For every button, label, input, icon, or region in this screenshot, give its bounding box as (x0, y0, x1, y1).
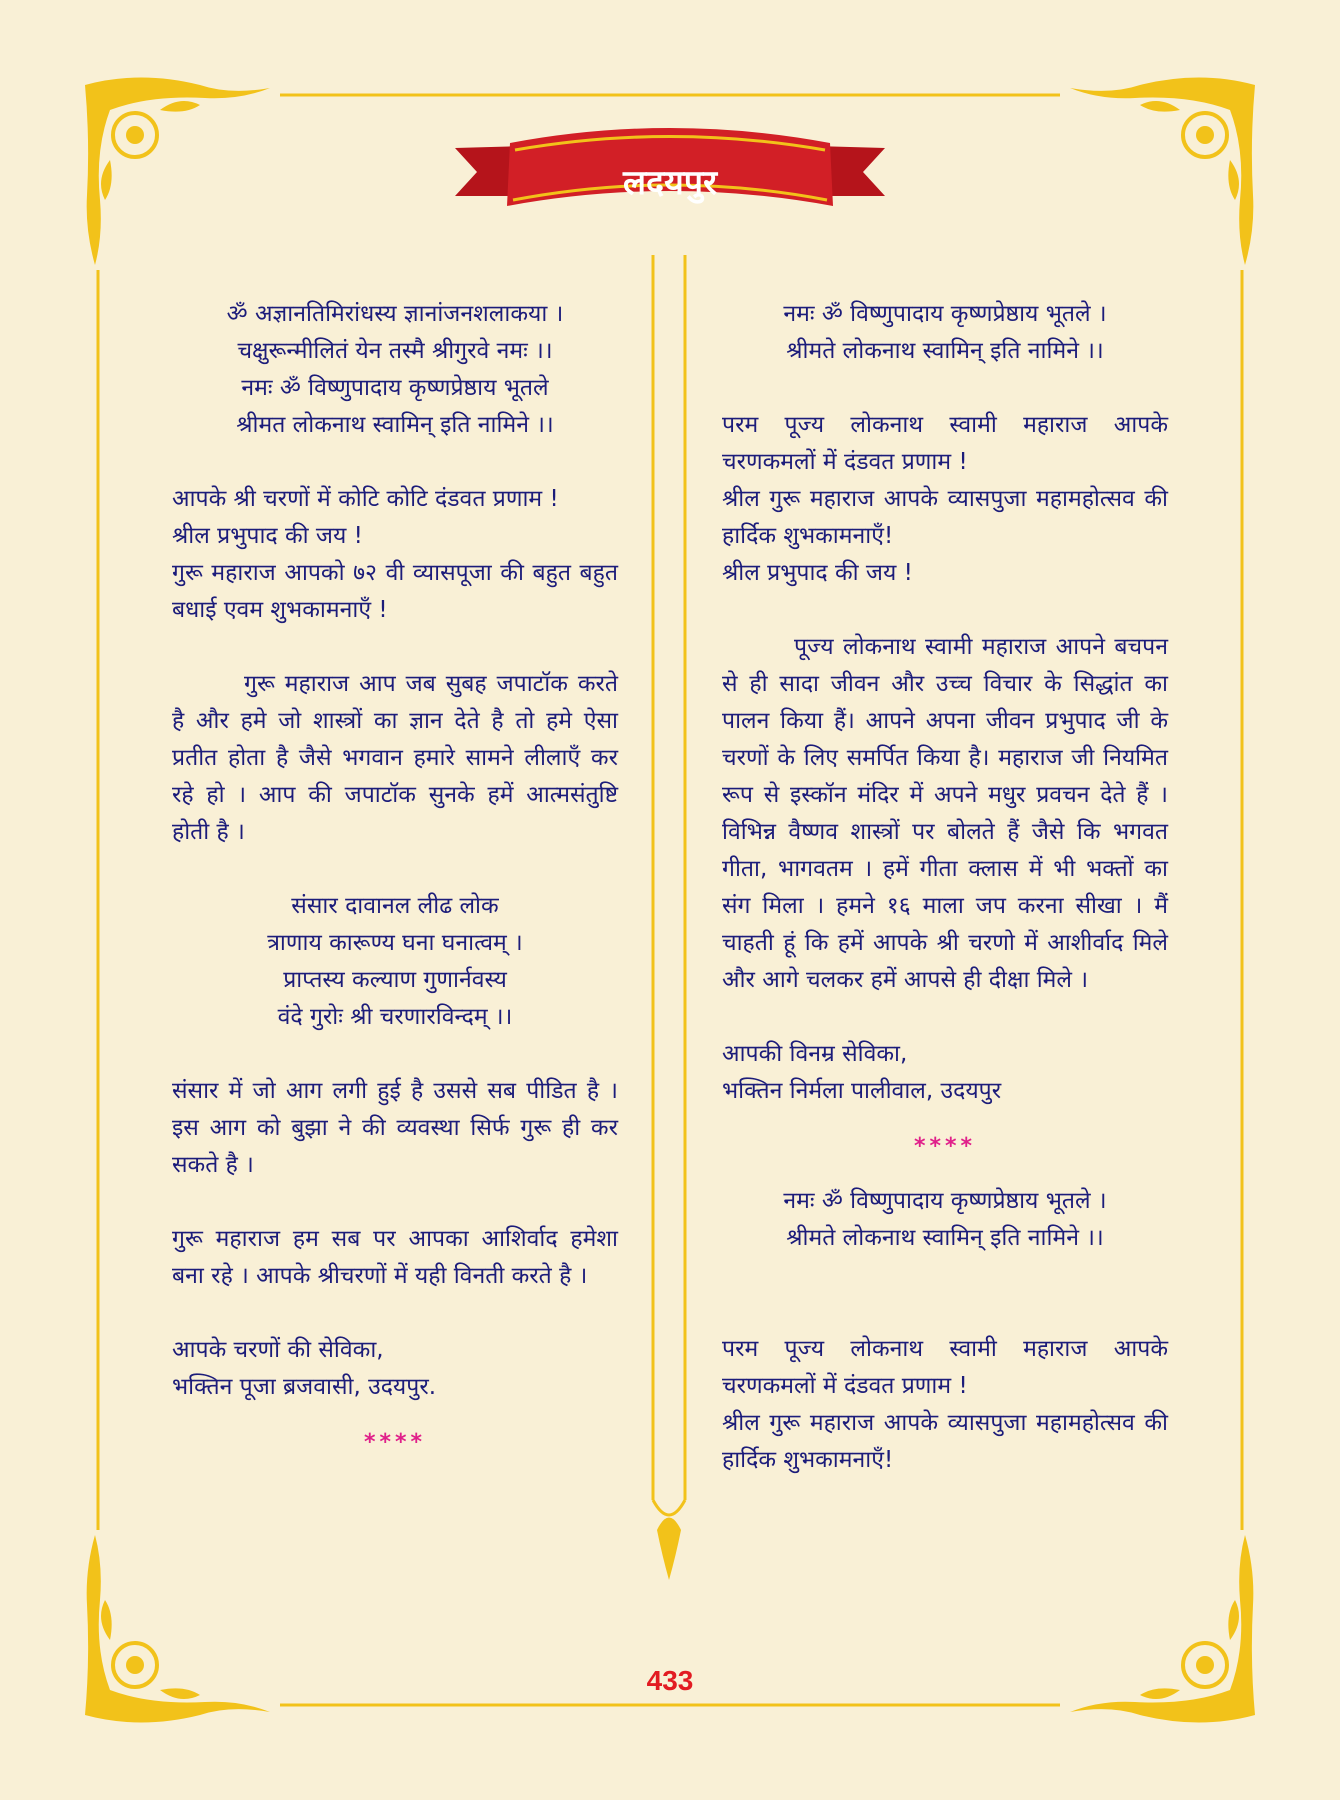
paragraph: गुरू महाराज हम सब पर आपका आशिर्वाद हमेशा बना रहे । आपके श्रीचरणों में यही विनती करते है । (172, 1226, 618, 1289)
column-divider (653, 255, 685, 1515)
mantra-line: चक्षुरून्मीलितं येन तस्मै श्रीगुरवे नमः ।। (237, 338, 553, 364)
mantra-line: श्रीमत लोकनाथ स्वामिन् इति नामिने ।। (236, 412, 554, 438)
greeting-line: श्रील प्रभुपाद की जय ! (172, 523, 363, 549)
signature-line: आपके चरणों की सेविका, (172, 1337, 384, 1363)
page-number: 433 (646, 1665, 694, 1696)
paragraph: गुरू महाराज आप जब सुबह जपाटॉक करते है और हमे जो शास्त्रों का ज्ञान देते है तो हमे ऐसा प्रतीत होता है जैसे भगवान हमारे सामने लीलाएँ कर रहे हो । आप की जपाटॉक सुनके हमें आत्मसंतुष्टि होती है । (172, 671, 618, 845)
verse-line: त्राणाय कारूण्य घना घनात्वम् । (267, 930, 523, 956)
divider-drop-icon (657, 1518, 681, 1581)
corner-ornament-bottom-left-icon (85, 1535, 270, 1723)
signature-line: भक्तिन पूजा ब्रजवासी, उदयपुर. (172, 1374, 437, 1400)
verse-line: संसार दावानल लीढ लोक (291, 893, 499, 919)
signature-line: भक्तिन निर्मला पालीवाल, उदयपुर (722, 1078, 1002, 1104)
mantra-line: श्रीमते लोकनाथ स्वामिन् इति नामिने ।। (786, 338, 1104, 364)
corner-ornament-bottom-right-icon (1070, 1535, 1255, 1723)
left-mantra (172, 296, 618, 444)
separator-stars: **** (363, 1430, 427, 1455)
mantra-line: ॐ अज्ञानतिमिरांधस्य ज्ञानांजनशलाकया । (226, 301, 564, 327)
paragraph: संसार में जो आग लगी हुई है उससे सब पीडित है । इस आग को बुझा ने की व्यवस्था सिर्फ गुरू ही कर सकते है । (172, 1078, 618, 1178)
greeting-line: गुरू महाराज आपको ७२ वी व्यासपूजा की बहुत बहुत बधाई एवम शुभकामनाएँ ! (172, 560, 618, 623)
right-column (722, 296, 1168, 1479)
verse-line: प्राप्तस्य कल्याण गुणार्नवस्य (283, 967, 507, 993)
greeting-line: परम पूज्य लोकनाथ स्वामी महाराज आपके चरणकमलों में दंडवत प्रणाम ! (722, 1336, 1168, 1399)
right-mantra (722, 296, 1168, 370)
greeting-line: श्रील गुरू महाराज आपके व्यासपुजा महामहोत्सव की हार्दिक शुभकामनाएँ! (722, 1410, 1168, 1473)
mantra-line: नमः ॐ विष्णुपादाय कृष्णप्रेष्ठाय भूतले । (783, 1188, 1107, 1214)
greeting-line: श्रील गुरू महाराज आपके व्यासपुजा महामहोत्सव की हार्दिक शुभकामनाएँ! (722, 486, 1168, 549)
page-title: लदयपुर (622, 163, 718, 203)
left-column (172, 296, 618, 1461)
signature-line: आपकी विनम्र सेविका, (722, 1041, 908, 1067)
greeting-line: परम पूज्य लोकनाथ स्वामी महाराज आपके चरणकमलों में दंडवत प्रणाम ! (722, 412, 1168, 475)
mantra-line: श्रीमते लोकनाथ स्वामिन् इति नामिने ।। (786, 1225, 1104, 1251)
right-mantra-2 (722, 1183, 1168, 1257)
paragraph: पूज्य लोकनाथ स्वामी महाराज आपने बचपन से ही सादा जीवन और उच्च विचार के सिद्धांत का पालन किया हैं। आपने अपना जीवन प्रभुपाद जी के चरणों के लिए समर्पित किया है। महाराज जी नियमित रूप से इस्कॉन मंदिर में अपने मधुर प्रवचन देते हैं । विभिन्न वैष्णव शास्त्रों पर बोलते हैं जैसे कि भगवत गीता, भागवतम । हमें गीता क्लास में भी भक्तों का संग मिला । हमने १६ माला जप करना सीखा । मैं चाहती हूं कि हमें आपके श्री चरणो में आशीर्वाद मिले और आगे चलकर हमें आपसे ही दीक्षा मिले । (722, 634, 1168, 993)
left-verse (172, 888, 618, 1036)
mantra-line: नमः ॐ विष्णुपादाय कृष्णप्रेष्ठाय भूतले (241, 375, 549, 401)
verse-line: वंदे गुरोः श्री चरणारविन्दम् ।। (277, 1004, 513, 1030)
separator-stars: **** (913, 1134, 977, 1159)
corner-ornament-top-left-icon (85, 78, 270, 266)
corner-ornament-top-right-icon (1070, 78, 1255, 266)
greeting-line: आपके श्री चरणों में कोटि कोटि दंडवत प्रणाम ! (172, 486, 559, 512)
greeting-line: श्रील प्रभुपाद की जय ! (722, 560, 913, 586)
mantra-line: नमः ॐ विष्णुपादाय कृष्णप्रेष्ठाय भूतले । (783, 301, 1107, 327)
